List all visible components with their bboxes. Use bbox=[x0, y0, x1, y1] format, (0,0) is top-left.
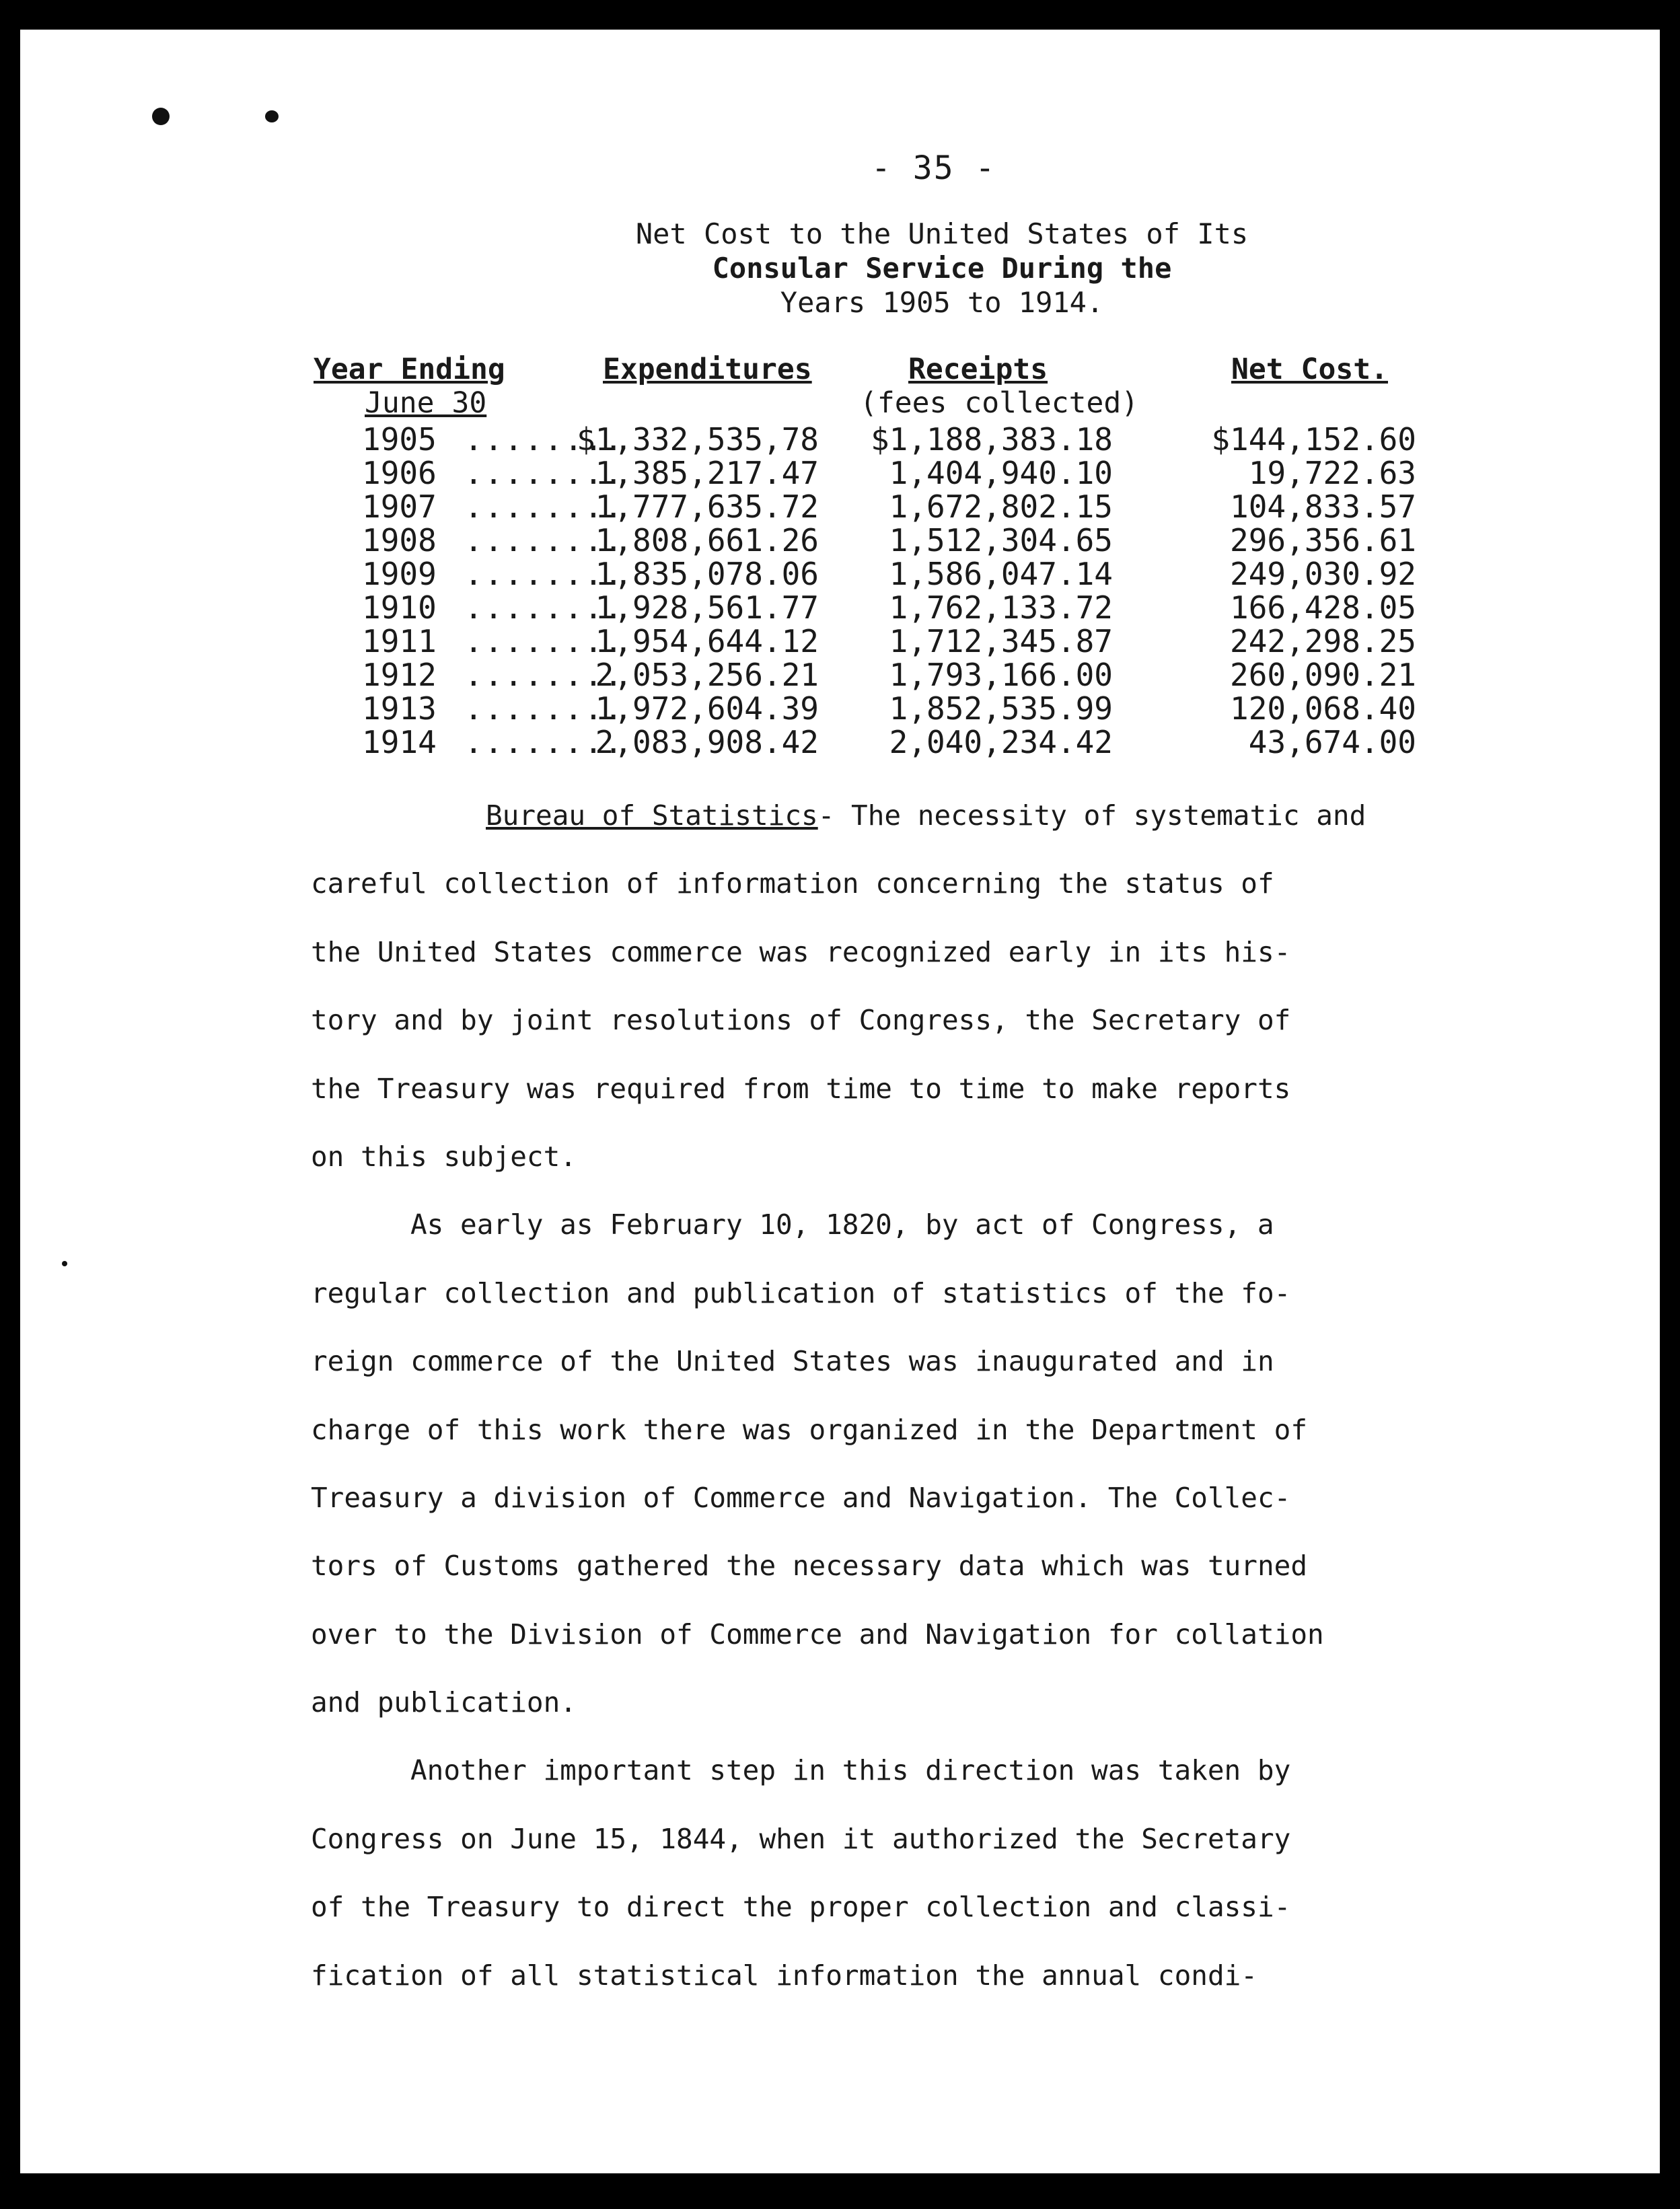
cell-year: 1912 bbox=[362, 657, 437, 693]
title-line-3: Years 1905 to 1914. bbox=[780, 286, 1104, 319]
dot-leader: ........ bbox=[464, 589, 624, 626]
cell-net-cost: 19,722.63 bbox=[1248, 455, 1416, 491]
cell-year: 1906 bbox=[362, 455, 437, 491]
table-row bbox=[20, 690, 1660, 727]
cell-receipts: 2,040,234.42 bbox=[889, 724, 1113, 760]
cell-year: 1911 bbox=[362, 623, 437, 659]
paragraph-1-line: the United States commerce was recognized early in its his- bbox=[311, 935, 1291, 968]
table-row bbox=[20, 488, 1660, 525]
cell-year: 1913 bbox=[362, 690, 437, 727]
cell-expenditures: 2,083,908.42 bbox=[595, 724, 819, 760]
cell-receipts: 1,512,304.65 bbox=[889, 522, 1113, 558]
section-heading: Bureau of Statistics bbox=[486, 799, 818, 832]
table-row bbox=[20, 421, 1660, 458]
cell-receipts: 1,586,047.14 bbox=[889, 556, 1113, 592]
cell-year: 1905 bbox=[362, 421, 437, 458]
header-fees-collected: (fees collected) bbox=[860, 386, 1139, 420]
cell-expenditures: 1,835,078.06 bbox=[595, 556, 819, 592]
cell-year: 1908 bbox=[362, 522, 437, 558]
table-row bbox=[20, 623, 1660, 657]
cell-receipts: $1,188,383.18 bbox=[870, 421, 1113, 458]
paragraph-1-line: careful collection of information concerning the status of bbox=[311, 867, 1274, 900]
cell-year: 1910 bbox=[362, 589, 437, 626]
dot-leader: ........ bbox=[464, 657, 624, 693]
cell-expenditures: 1,777,635.72 bbox=[595, 488, 819, 525]
table-row bbox=[20, 724, 1660, 758]
dot-leader: ........ bbox=[464, 455, 624, 491]
body-text bbox=[311, 782, 1374, 2010]
header-june-30: June 30 bbox=[365, 386, 487, 420]
header-expenditures: Expenditures bbox=[603, 353, 812, 386]
cell-net-cost: 242,298.25 bbox=[1230, 623, 1416, 659]
table-row bbox=[20, 657, 1660, 693]
cell-net-cost: 260,090.21 bbox=[1230, 657, 1416, 693]
table-title bbox=[606, 217, 1278, 320]
table-row bbox=[20, 556, 1660, 592]
paragraph-2-line: Treasury a division of Commerce and Navigation. The Collec- bbox=[311, 1481, 1291, 1514]
cell-net-cost: 249,030.92 bbox=[1230, 556, 1416, 592]
cell-net-cost: 104,833.57 bbox=[1230, 488, 1416, 525]
paragraph-3-line: Another important step in this direction was taken by bbox=[410, 1754, 1291, 1787]
title-line-2: Consular Service During the bbox=[712, 252, 1172, 285]
table-row bbox=[20, 522, 1660, 556]
cell-expenditures: 1,972,604.39 bbox=[595, 690, 819, 727]
cell-net-cost: 120,068.40 bbox=[1230, 690, 1416, 727]
cell-year: 1909 bbox=[362, 556, 437, 592]
cost-table bbox=[20, 421, 1660, 758]
dot-leader: ........ bbox=[464, 623, 624, 659]
cell-expenditures: 1,954,644.12 bbox=[595, 623, 819, 659]
dot-leader: ........ bbox=[464, 724, 624, 760]
header-year-ending: Year Ending bbox=[314, 353, 505, 386]
header-net-cost: Net Cost. bbox=[1231, 353, 1388, 386]
cell-expenditures: 2,053,256.21 bbox=[595, 657, 819, 693]
paragraph-2-line: regular collection and publication of statistics of the fo- bbox=[311, 1276, 1291, 1309]
paragraph-2-line: over to the Division of Commerce and Navigation for collation bbox=[311, 1618, 1324, 1651]
cell-receipts: 1,712,345.87 bbox=[889, 623, 1113, 659]
dot-leader: ........ bbox=[464, 488, 624, 525]
paragraph-1-line: tory and by joint resolutions of Congress, the Secretary of bbox=[311, 1004, 1291, 1037]
title-line-1: Net Cost to the United States of Its bbox=[635, 217, 1249, 250]
ink-speck bbox=[152, 108, 170, 125]
cell-net-cost: 296,356.61 bbox=[1230, 522, 1416, 558]
paragraph-3-line: fication of all statistical information the annual condi- bbox=[311, 1959, 1257, 1992]
cell-net-cost: $144,152.60 bbox=[1211, 421, 1416, 458]
paragraph-2-line: and publication. bbox=[311, 1686, 577, 1719]
cell-year: 1907 bbox=[362, 488, 437, 525]
paragraph-1-line: on this subject. bbox=[311, 1140, 577, 1173]
cell-receipts: 1,672,802.15 bbox=[889, 488, 1113, 525]
cell-receipts: 1,404,940.10 bbox=[889, 455, 1113, 491]
cell-expenditures: $1,332,535,78 bbox=[576, 421, 819, 458]
paragraph-3-line: Congress on June 15, 1844, when it authorized the Secretary bbox=[311, 1822, 1291, 1855]
cell-receipts: 1,762,133.72 bbox=[889, 589, 1113, 626]
paragraph-2-line: charge of this work there was organized in the Department of bbox=[311, 1413, 1308, 1446]
table-row bbox=[20, 455, 1660, 491]
cell-net-cost: 166,428.05 bbox=[1230, 589, 1416, 626]
dot-leader: ........ bbox=[464, 522, 624, 558]
cell-receipts: 1,852,535.99 bbox=[889, 690, 1113, 727]
dot-leader: ........ bbox=[464, 421, 624, 458]
paragraph-2-line: tors of Customs gathered the necessary data which was turned bbox=[311, 1550, 1308, 1583]
table-row bbox=[20, 589, 1660, 626]
cell-expenditures: 1,385,217.47 bbox=[595, 455, 819, 491]
cell-expenditures: 1,928,561.77 bbox=[595, 589, 819, 626]
cell-receipts: 1,793,166.00 bbox=[889, 657, 1113, 693]
paragraph-2-line: As early as February 10, 1820, by act of Congress, a bbox=[410, 1208, 1274, 1241]
page-number: - 35 - bbox=[871, 149, 996, 187]
dot-leader: ........ bbox=[464, 690, 624, 727]
cell-expenditures: 1,808,661.26 bbox=[595, 522, 819, 558]
ink-speck bbox=[265, 110, 279, 122]
document-page bbox=[20, 30, 1660, 2173]
header-receipts: Receipts bbox=[908, 353, 1048, 386]
paragraph-text: - The necessity of systematic and bbox=[817, 799, 1366, 832]
dot-leader: ........ bbox=[464, 556, 624, 592]
paragraph-1-line-1 bbox=[311, 782, 1374, 850]
paragraph-1-line: the Treasury was required from time to time to make reports bbox=[311, 1072, 1291, 1105]
ink-speck bbox=[62, 1261, 67, 1266]
cell-net-cost: 43,674.00 bbox=[1248, 724, 1416, 760]
paragraph-3-line: of the Treasury to direct the proper collection and classi- bbox=[311, 1891, 1291, 1924]
paragraph-2-line: reign commerce of the United States was inaugurated and in bbox=[311, 1345, 1274, 1378]
cell-year: 1914 bbox=[362, 724, 437, 760]
